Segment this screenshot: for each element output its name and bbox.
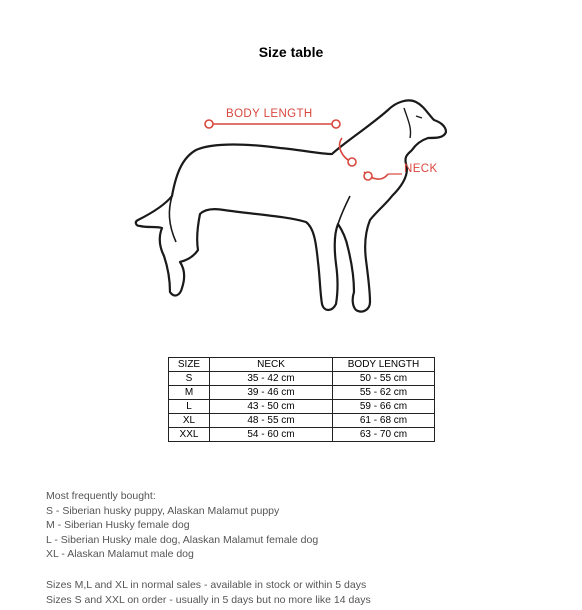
notes-item: L - Siberian Husky male dog, Alaskan Malamut female dog bbox=[46, 533, 319, 546]
body-length-cell: 50 - 55 cm bbox=[333, 372, 435, 386]
neck-top-marker bbox=[348, 158, 356, 166]
body-length-label: BODY LENGTH bbox=[226, 108, 313, 120]
notes-item: XL - Alaskan Malamut male dog bbox=[46, 548, 194, 561]
size-cell: XL bbox=[169, 414, 210, 428]
column-header-neck: NECK bbox=[210, 358, 333, 372]
table-row bbox=[169, 386, 435, 400]
size-table bbox=[168, 357, 435, 442]
page-title: Size table bbox=[258, 44, 324, 60]
table-row bbox=[169, 372, 435, 386]
size-cell: S bbox=[169, 372, 210, 386]
body-length-cell: 55 - 62 cm bbox=[333, 386, 435, 400]
dog-measurement-diagram bbox=[120, 92, 460, 324]
notes-item: M - Siberian Husky female dog bbox=[46, 519, 190, 532]
eye-icon bbox=[416, 116, 422, 118]
availability-footer bbox=[46, 578, 371, 607]
body-length-cell: 61 - 68 cm bbox=[333, 414, 435, 428]
neck-cell: 54 - 60 cm bbox=[210, 428, 333, 442]
availability-line: Sizes S and XXL on order - usually in 5 days but no more like 14 days bbox=[46, 593, 371, 606]
body-length-start-marker bbox=[205, 120, 213, 128]
ear-icon bbox=[404, 108, 411, 138]
size-cell: L bbox=[169, 400, 210, 414]
notes-heading: Most frequently bought: bbox=[46, 490, 156, 502]
column-header-size: SIZE bbox=[169, 358, 210, 372]
table-row bbox=[169, 400, 435, 414]
neck-cell: 48 - 55 cm bbox=[210, 414, 333, 428]
size-cell: M bbox=[169, 386, 210, 400]
column-header-body-length: BODY LENGTH bbox=[333, 358, 435, 372]
neck-cell: 43 - 50 cm bbox=[210, 400, 333, 414]
neck-cell: 39 - 46 cm bbox=[210, 386, 333, 400]
dog-outline-icon bbox=[136, 100, 446, 311]
neck-bottom-marker bbox=[364, 172, 372, 180]
body-length-cell: 63 - 70 cm bbox=[333, 428, 435, 442]
table-row bbox=[169, 414, 435, 428]
table-header-row bbox=[169, 358, 435, 372]
body-length-cell: 59 - 66 cm bbox=[333, 400, 435, 414]
availability-line: Sizes M,L and XL in normal sales - available in stock or within 5 days bbox=[46, 579, 367, 591]
popular-sizes-notes bbox=[46, 489, 318, 562]
leg-detail-icon bbox=[338, 196, 350, 224]
size-cell: XXL bbox=[169, 428, 210, 442]
body-length-end-marker bbox=[332, 120, 340, 128]
leg-detail-icon bbox=[169, 196, 176, 242]
notes-item: S - Siberian husky puppy, Alaskan Malamut puppy bbox=[46, 504, 280, 517]
neck-cell: 35 - 42 cm bbox=[210, 372, 333, 386]
table-row bbox=[169, 428, 435, 442]
neck-label: NECK bbox=[404, 163, 438, 175]
